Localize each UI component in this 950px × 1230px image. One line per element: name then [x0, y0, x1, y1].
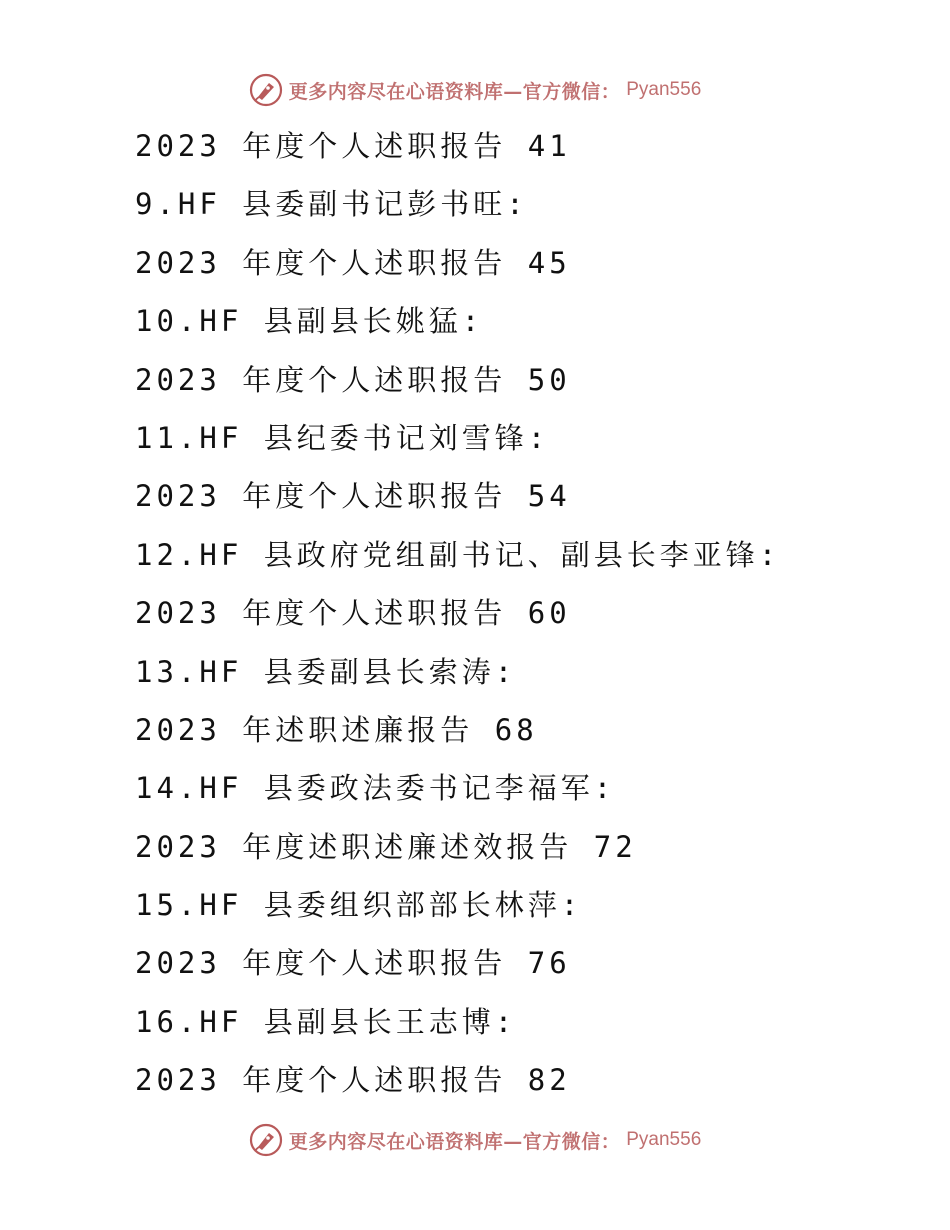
toc-line: 2023 年度个人述职报告 54 [135, 479, 571, 514]
toc-line: 2023 年度个人述职报告 45 [135, 245, 571, 280]
toc-line: 2023 年度个人述职报告 76 [135, 946, 571, 981]
toc-line: 9.HF 县委副书记彭书旺: [135, 187, 528, 222]
footer-banner [0, 1120, 950, 1160]
toc-line: 2023 年度个人述职报告 50 [135, 362, 571, 397]
banner-wechat-id: Pyan556 [626, 1129, 702, 1150]
toc-line: 2023 年度个人述职报告 82 [135, 1063, 571, 1098]
table-of-contents [135, 117, 925, 1110]
banner-text: 更多内容尽在心语资料库—官方微信： [288, 1130, 621, 1153]
header-banner [0, 70, 950, 110]
header-banner-content [249, 73, 702, 107]
toc-line: 11.HF 县纪委书记刘雪锋: [135, 420, 550, 455]
banner-text: 更多内容尽在心语资料库—官方微信： [288, 80, 621, 103]
toc-line: 10.HF 县副县长姚猛: [135, 304, 484, 339]
toc-line: 2023 年度述职述廉述效报告 72 [135, 829, 637, 864]
toc-line: 15.HF 县委组织部部长林萍: [135, 888, 583, 923]
toc-line: 16.HF 县副县长王志博: [135, 1004, 517, 1039]
toc-line: 2023 年述职述廉报告 68 [135, 712, 538, 747]
toc-line: 13.HF 县委副县长索涛: [135, 654, 517, 689]
toc-line: 12.HF 县政府党组副书记、副县长李亚锋: [135, 537, 781, 572]
pen-nib-logo-icon [249, 73, 283, 107]
banner-wechat-id: Pyan556 [626, 79, 702, 100]
toc-line: 2023 年度个人述职报告 60 [135, 596, 571, 631]
pen-nib-logo-icon [249, 1123, 283, 1157]
toc-line: 2023 年度个人述职报告 41 [135, 129, 571, 163]
toc-line: 14.HF 县委政法委书记李福军: [135, 771, 616, 806]
footer-banner-content [249, 1123, 702, 1157]
